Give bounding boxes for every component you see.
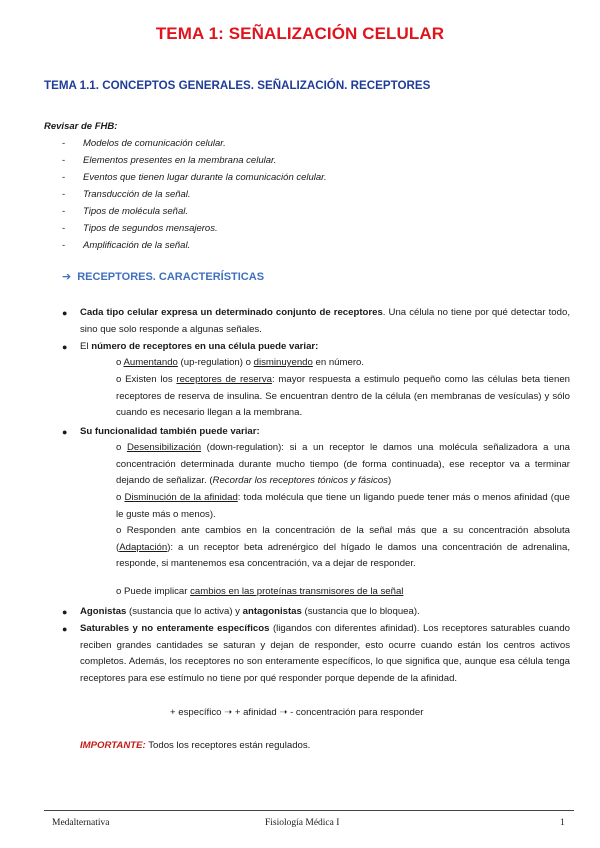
bold-text: Su funcionalidad también puede variar: — [80, 426, 260, 437]
footer-left: Medalternativa — [52, 818, 110, 828]
subsection-heading — [62, 270, 264, 283]
sub-item: o Disminución de la afinidad: toda molécula que tiene un ligando puede tener más o menos afinidad (que le guste más o menos). — [116, 492, 570, 520]
bullet-icon: ● — [62, 427, 68, 437]
bold-text: Cada tipo celular expresa un determinado conjunto de receptores — [80, 307, 383, 318]
bullet-icon: ● — [62, 624, 68, 634]
sub-item: o Existen los receptores de reserva: mayor respuesta a estimulo pequeño como las células beta tienen receptores de reserva de insulina. Se encuentran dentro de la célula (en membranas de vesículas) y sólo cuando es necesario llegan a la membrana. — [116, 374, 570, 418]
paragraph — [80, 305, 570, 338]
bullet-icon: ● — [62, 342, 68, 352]
section-heading: TEMA 1.1. CONCEPTOS GENERALES. SEÑALIZACIÓN. RECEPTORES — [44, 79, 431, 92]
formula: + específico ➝ + afinidad ➝ - concentración para responder — [170, 707, 424, 718]
sub-item: o Desensibilización (down-regulation): si a un receptor le damos una molécula señalizadora a una concentración determinada durante mucho tiempo (de forma continuada), ese receptor va a terminar dejando de señalizar. (Recordar los receptores tónicos y fásicos) — [116, 442, 570, 486]
footer-center: Fisiología Médica I — [265, 818, 340, 828]
document-title: TEMA 1: SEÑALIZACIÓN CELULAR — [155, 24, 445, 43]
paragraph — [80, 339, 570, 356]
subsection-title: RECEPTORES. CARACTERÍSTICAS — [77, 271, 265, 283]
review-heading: Revisar de FHB: — [44, 121, 118, 132]
footer-divider — [44, 810, 574, 811]
arrow-icon: ➔ — [62, 271, 72, 283]
sub-item: o Responden ante cambios en la concentración de la señal más que a su concentración absoluta (Adaptación): a un receptor beta adrenérgico del hígado le damos una concentración de adrenalina, responde, si mantenemos esa concentración, va a dejar de responder. — [116, 525, 570, 569]
sub-item: o Puede implicar cambios en las proteínas transmisores de la señal — [116, 586, 404, 597]
paragraph: Saturables y no enteramente específicos (ligandos con diferentes afinidad). Los receptores saturables cuando reciben grandes cantidades se saturan y dejan de responder, esto ocurre cuando están los centros activos completos. Además, los receptores no son enteramente específicos, lo que significa que, aunque esa célula tenga receptores para ese estímulo no tiene por qué responder porque depende de la afinidad. — [80, 623, 570, 684]
list-item: - Modelos de comunicación celular. — [62, 135, 327, 152]
list-item: - Tipos de molécula señal. — [62, 203, 327, 220]
list-item: - Tipos de segundos mensajeros. — [62, 220, 327, 237]
bullet-icon: ● — [62, 308, 68, 318]
page-number: 1 — [560, 818, 565, 828]
review-list — [62, 135, 327, 254]
text: El — [80, 341, 92, 352]
paragraph: Agonistas (sustancia que lo activa) y antagonistas (sustancia que lo bloquea). — [80, 606, 420, 617]
text: . Una célula no tiene por qué detectar todo, sino que solo responde a algunas señales. — [80, 307, 570, 335]
list-item: - Eventos que tienen lugar durante la comunicación celular. — [62, 169, 327, 186]
list-item: - Elementos presentes en la membrana celular. — [62, 152, 327, 169]
bold-text: número de receptores en una célula puede variar: — [91, 341, 319, 352]
list-item: - Transducción de la señal. — [62, 186, 327, 203]
important-note: IMPORTANTE: Todos los receptores están regulados. — [80, 740, 311, 751]
sub-item: o Aumentando (up-regulation) o disminuyendo en número. — [116, 357, 365, 368]
bullet-icon: ● — [62, 607, 68, 617]
paragraph — [80, 424, 570, 441]
list-item: - Amplificación de la señal. — [62, 237, 327, 254]
